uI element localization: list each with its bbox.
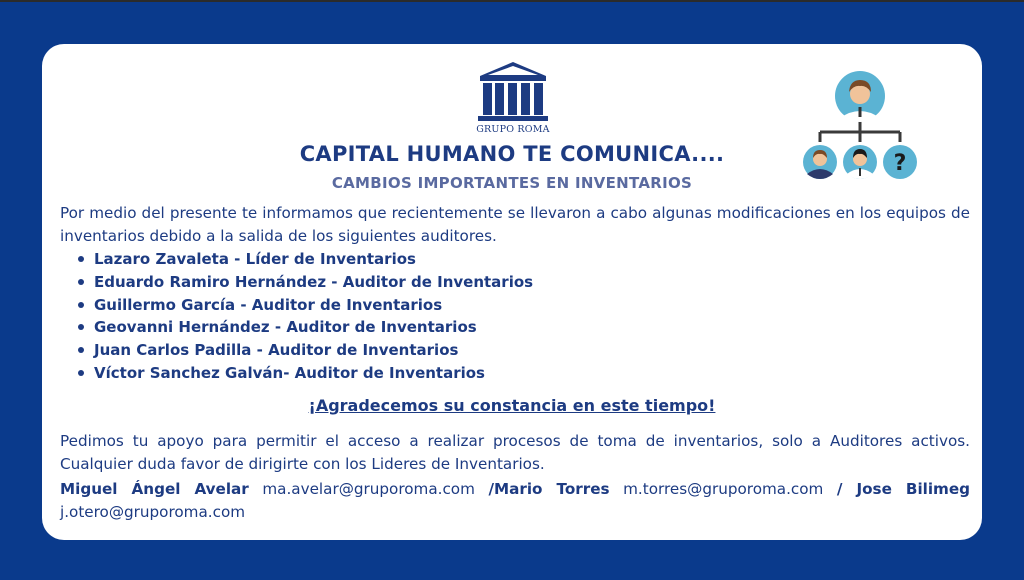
- auditor-list: [70, 248, 770, 385]
- building-columns-icon: [474, 60, 552, 124]
- list-item: [70, 248, 770, 271]
- bullet-icon: [78, 302, 84, 308]
- contact-name: Miguel Ángel Avelar: [60, 480, 249, 498]
- top-border: [0, 0, 1024, 2]
- contact-email[interactable]: j.otero@gruporoma.com: [60, 503, 246, 521]
- contact-email[interactable]: ma.avelar@gruporoma.com: [262, 480, 475, 498]
- bullet-icon: [78, 279, 84, 285]
- auditor-entry: Víctor Sanchez Galván- Auditor de Inventarios: [94, 363, 485, 382]
- contacts-paragraph: [60, 478, 970, 524]
- thanks-message: ¡Agradecemos su constancia en este tiempo!: [308, 396, 716, 415]
- auditor-entry: Lazaro Zavaleta - Líder de Inventarios: [94, 250, 416, 268]
- auditor-entry: Geovanni Hernández - Auditor de Inventarios: [94, 318, 477, 337]
- announcement-card: [42, 44, 982, 540]
- page-title: CAPITAL HUMANO TE COMUNICA....: [299, 142, 725, 166]
- list-item: [70, 362, 770, 385]
- bullet-icon: [78, 324, 84, 330]
- svg-text:?: ?: [893, 151, 907, 176]
- contact-name: /Mario Torres: [488, 480, 610, 498]
- request-paragraph: Pedimos tu apoyo para permitir el acceso a realizar procesos de toma de inventarios, solo a Auditores activos. Cualquier duda favor de dirigirte con los Lideres de Inventarios.: [60, 432, 970, 473]
- list-item: [70, 271, 770, 294]
- grupo-roma-logo: [474, 60, 552, 136]
- auditor-entry: Eduardo Ramiro Hernández - Auditor de Inventarios: [94, 272, 534, 291]
- bullet-icon: [78, 256, 84, 262]
- org-chart-icon: [800, 68, 924, 180]
- bullet-icon: [78, 347, 84, 353]
- list-item: [70, 339, 770, 362]
- page-subtitle: CAMBIOS IMPORTANTES EN INVENTARIOS: [331, 174, 693, 192]
- list-item: [70, 316, 770, 339]
- auditor-entry: Guillermo García - Auditor de Inventarios: [94, 295, 443, 314]
- intro-paragraph: Por medio del presente te informamos que recientemente se llevaron a cabo algunas modificaciones en los equipos de inventarios debido a la salida de los siguientes auditores.: [60, 204, 970, 245]
- contact-name: / Jose Bilimeg: [836, 480, 971, 498]
- auditor-entry: Juan Carlos Padilla - Auditor de Inventarios: [94, 341, 459, 360]
- bullet-icon: [78, 370, 84, 376]
- logo-text: GRUPO ROMA: [476, 124, 550, 135]
- contact-email[interactable]: m.torres@gruporoma.com: [623, 480, 824, 498]
- list-item: [70, 294, 770, 317]
